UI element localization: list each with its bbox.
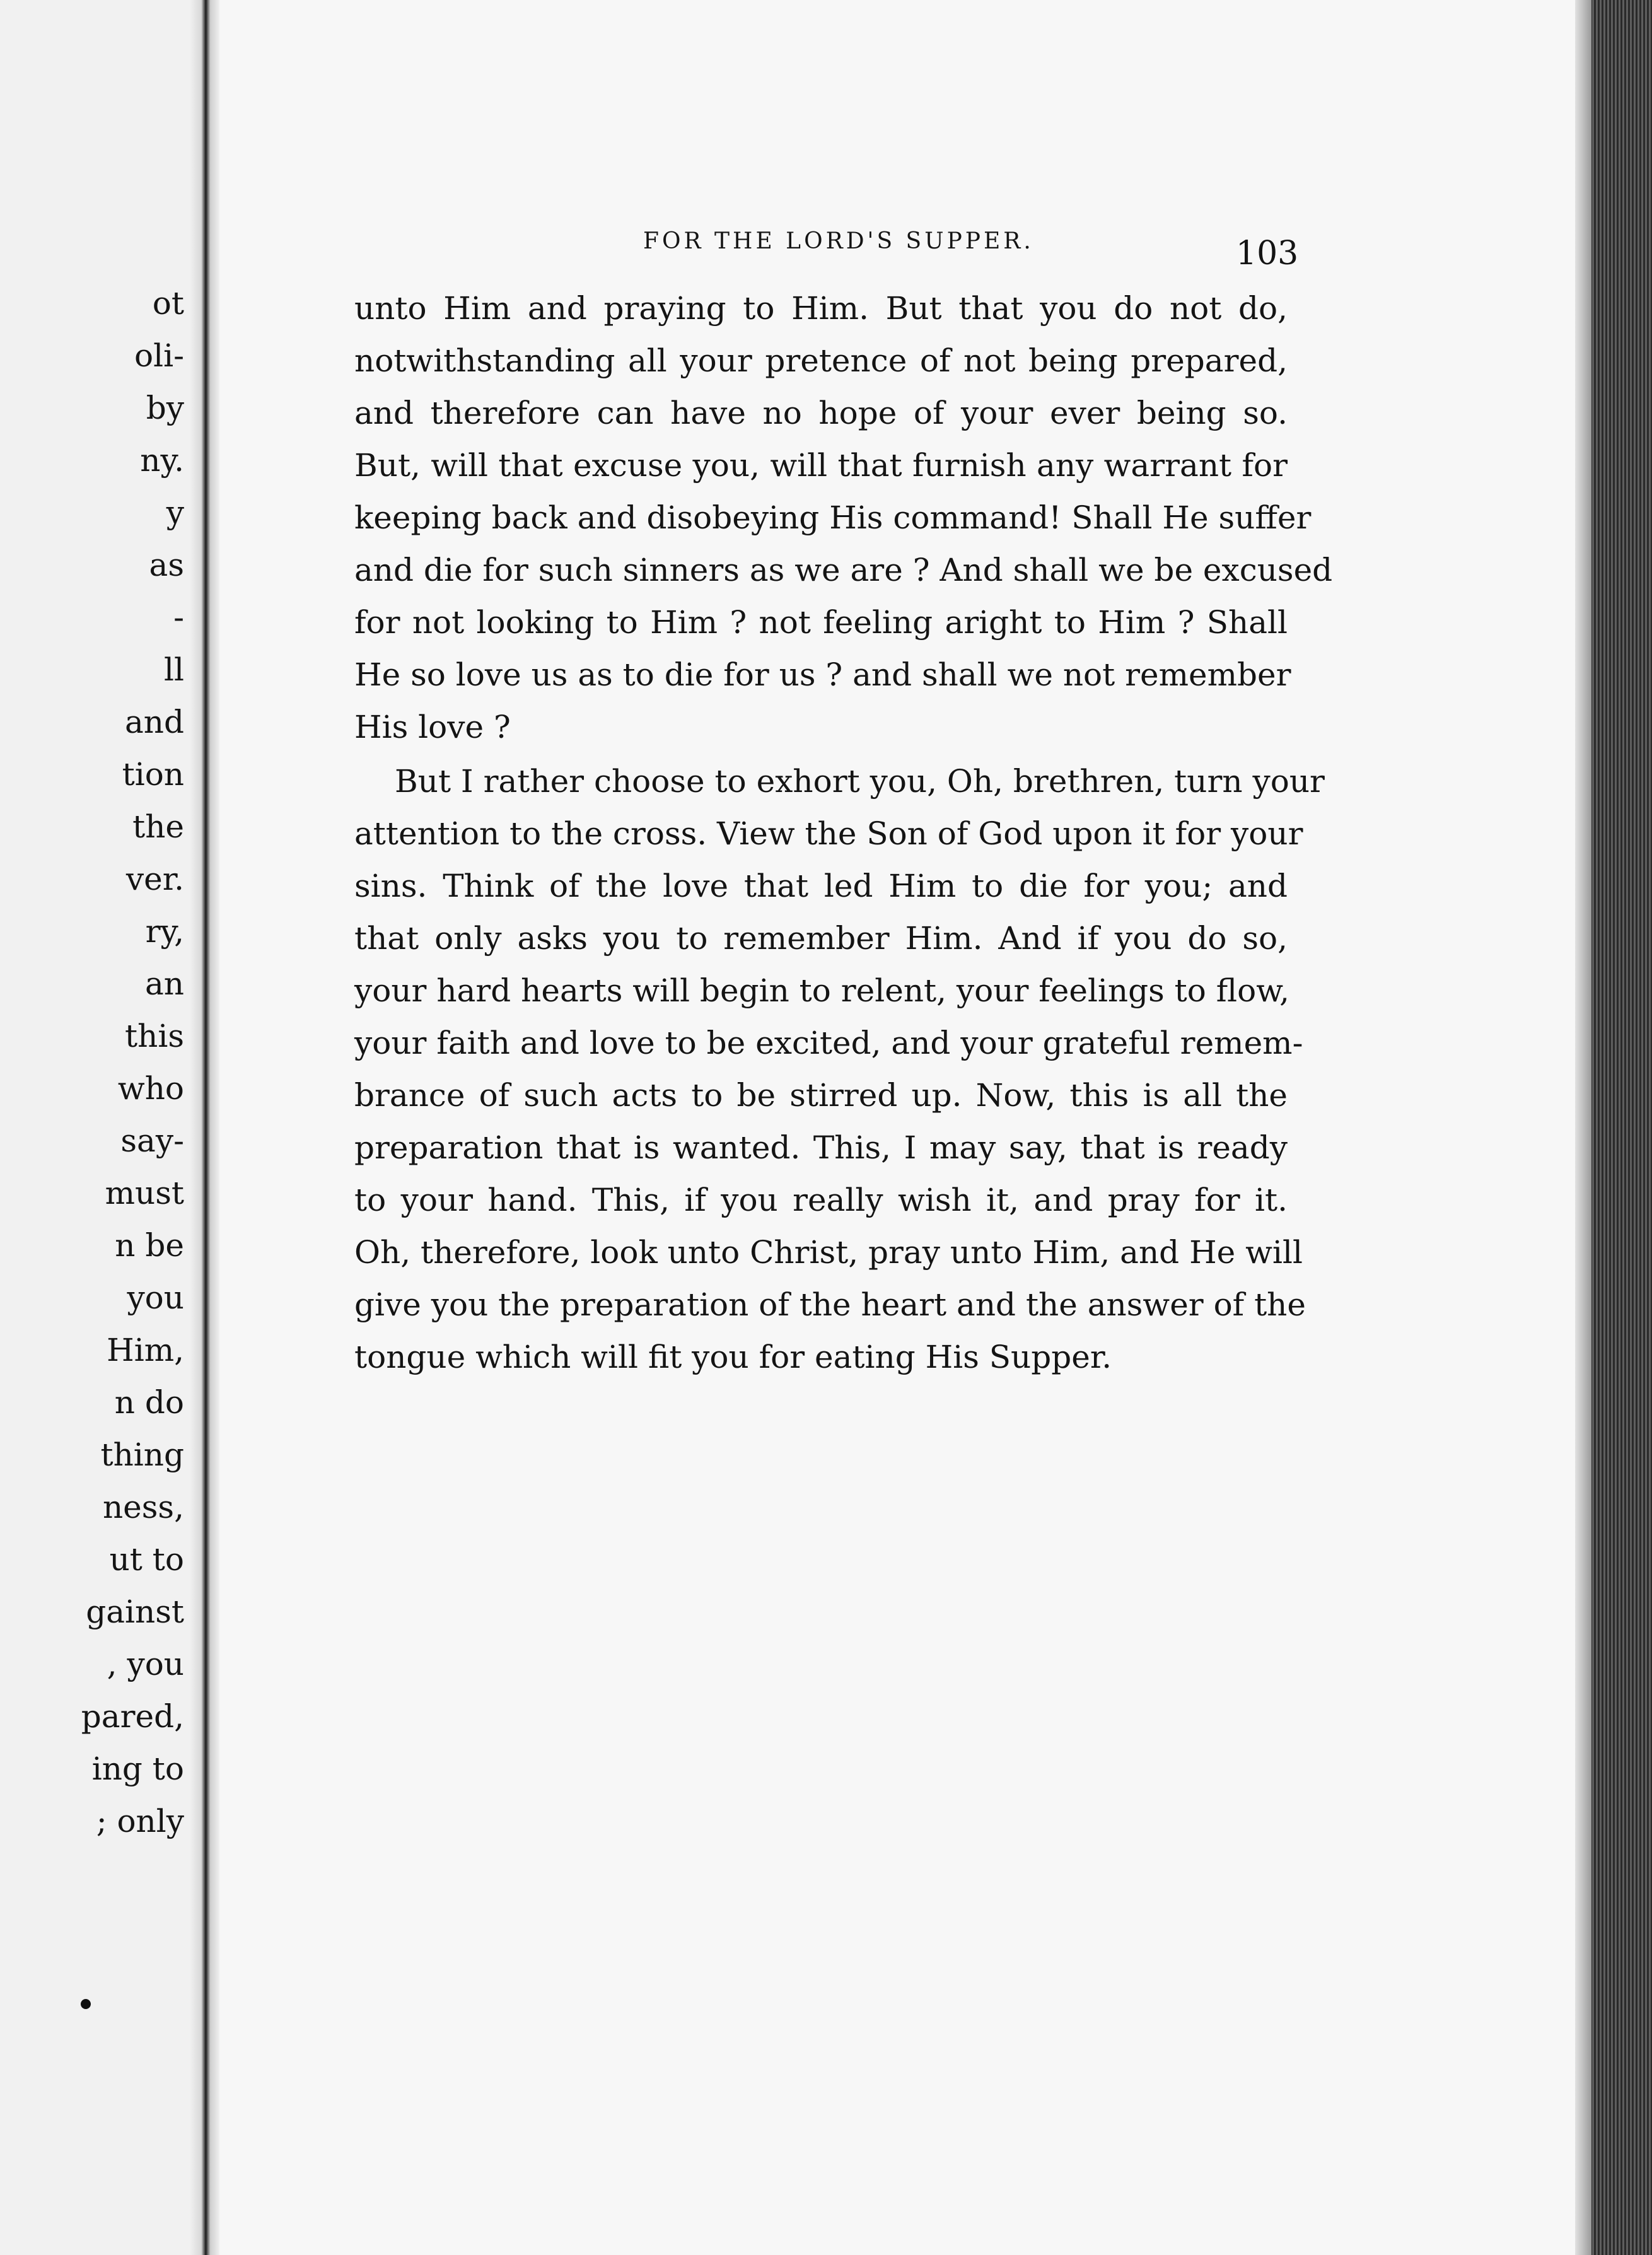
previous-page-line: ness, — [102, 1489, 184, 1525]
text-line: Oh, therefore, look unto Christ, pray unto Him, and He will — [354, 1234, 1303, 1271]
book-gutter — [189, 0, 219, 2255]
previous-page-line: oli- — [134, 337, 184, 374]
text-line: attention to the cross. View the Son of God upon it for your — [354, 815, 1303, 852]
previous-page-line: ll — [164, 651, 184, 688]
previous-page-line: n do — [114, 1384, 184, 1421]
previous-page-line: Him, — [107, 1332, 184, 1368]
text-line: tongue which will fit you for eating His Supper. — [354, 1339, 1112, 1375]
text-line: brance of such acts to be stirred up. Now, this is all the — [354, 1077, 1288, 1114]
previous-page-line: this — [125, 1018, 184, 1054]
previous-page-line: by — [146, 390, 184, 426]
previous-page-line: who — [117, 1070, 184, 1107]
text-line: your hard hearts will begin to relent, your feelings to flow, — [354, 972, 1289, 1009]
previous-page-line: the — [132, 808, 184, 845]
paragraph-2 — [354, 755, 1325, 1384]
text-line: for not looking to Him ? not feeling aright to Him ? Shall — [354, 604, 1288, 641]
text-line: and therefore can have no hope of your ever being so. — [354, 395, 1288, 431]
previous-page-line: an — [144, 965, 184, 1002]
text-line: His love ? — [354, 709, 511, 745]
text-line: and die for such sinners as we are ? And shall we be excused — [354, 552, 1333, 588]
book-page-edges — [1575, 0, 1652, 2255]
text-line: notwithstanding all your pretence of not being prepared, — [354, 342, 1288, 379]
previous-page-line: tion — [122, 756, 184, 793]
ink-spot — [81, 1999, 91, 2009]
previous-page-line: say- — [120, 1122, 184, 1159]
previous-page-line: ; only — [96, 1803, 184, 1839]
running-head: FOR THE LORD'S SUPPER. — [643, 228, 1034, 254]
text-line: But I rather choose to exhort you, Oh, brethren, turn your — [395, 763, 1325, 800]
previous-page-text — [81, 277, 184, 1848]
text-line: keeping back and disobeying His command! Shall He suffer — [354, 499, 1312, 536]
previous-page-line: ry, — [145, 913, 184, 950]
previous-page-line: ot — [152, 285, 184, 322]
text-line: that only asks you to remember Him. And if you do so, — [354, 920, 1288, 957]
text-line: preparation that is wanted. This, I may say, that is ready — [354, 1129, 1288, 1166]
previous-page-line: y — [166, 494, 184, 531]
previous-page-line: ut to — [109, 1541, 184, 1578]
text-line: give you the preparation of the heart and the answer of the — [354, 1286, 1306, 1323]
previous-page-line: must — [105, 1175, 184, 1211]
previous-page-line: ver. — [125, 861, 184, 897]
text-line: sins. Think of the love that led Him to die for you; and — [354, 868, 1288, 904]
previous-page-line: , you — [107, 1646, 184, 1682]
page-number: 103 — [1236, 235, 1299, 272]
previous-page-line: pared, — [81, 1698, 184, 1735]
text-line: unto Him and praying to Him. But that you do not do, — [354, 290, 1288, 327]
previous-page-line: and — [124, 704, 184, 740]
previous-page-line: ny. — [140, 442, 184, 479]
previous-page-line: ing to — [91, 1751, 184, 1787]
paragraph-1 — [354, 283, 1333, 754]
previous-page-line: gainst — [86, 1594, 184, 1630]
text-line: to your hand. This, if you really wish it, and pray for it. — [354, 1182, 1288, 1218]
previous-page-line: as — [149, 547, 184, 583]
text-line: your faith and love to be excited, and your grateful remem- — [354, 1025, 1303, 1061]
previous-page-line: - — [173, 599, 184, 636]
text-line: But, will that excuse you, will that furnish any warrant for — [354, 447, 1288, 484]
previous-page-line: you — [127, 1279, 184, 1316]
previous-page — [0, 0, 201, 2255]
previous-page-line: thing — [100, 1436, 184, 1473]
previous-page-line: n be — [115, 1227, 184, 1264]
text-line: He so love us as to die for us ? and shall we not remember — [354, 656, 1291, 693]
